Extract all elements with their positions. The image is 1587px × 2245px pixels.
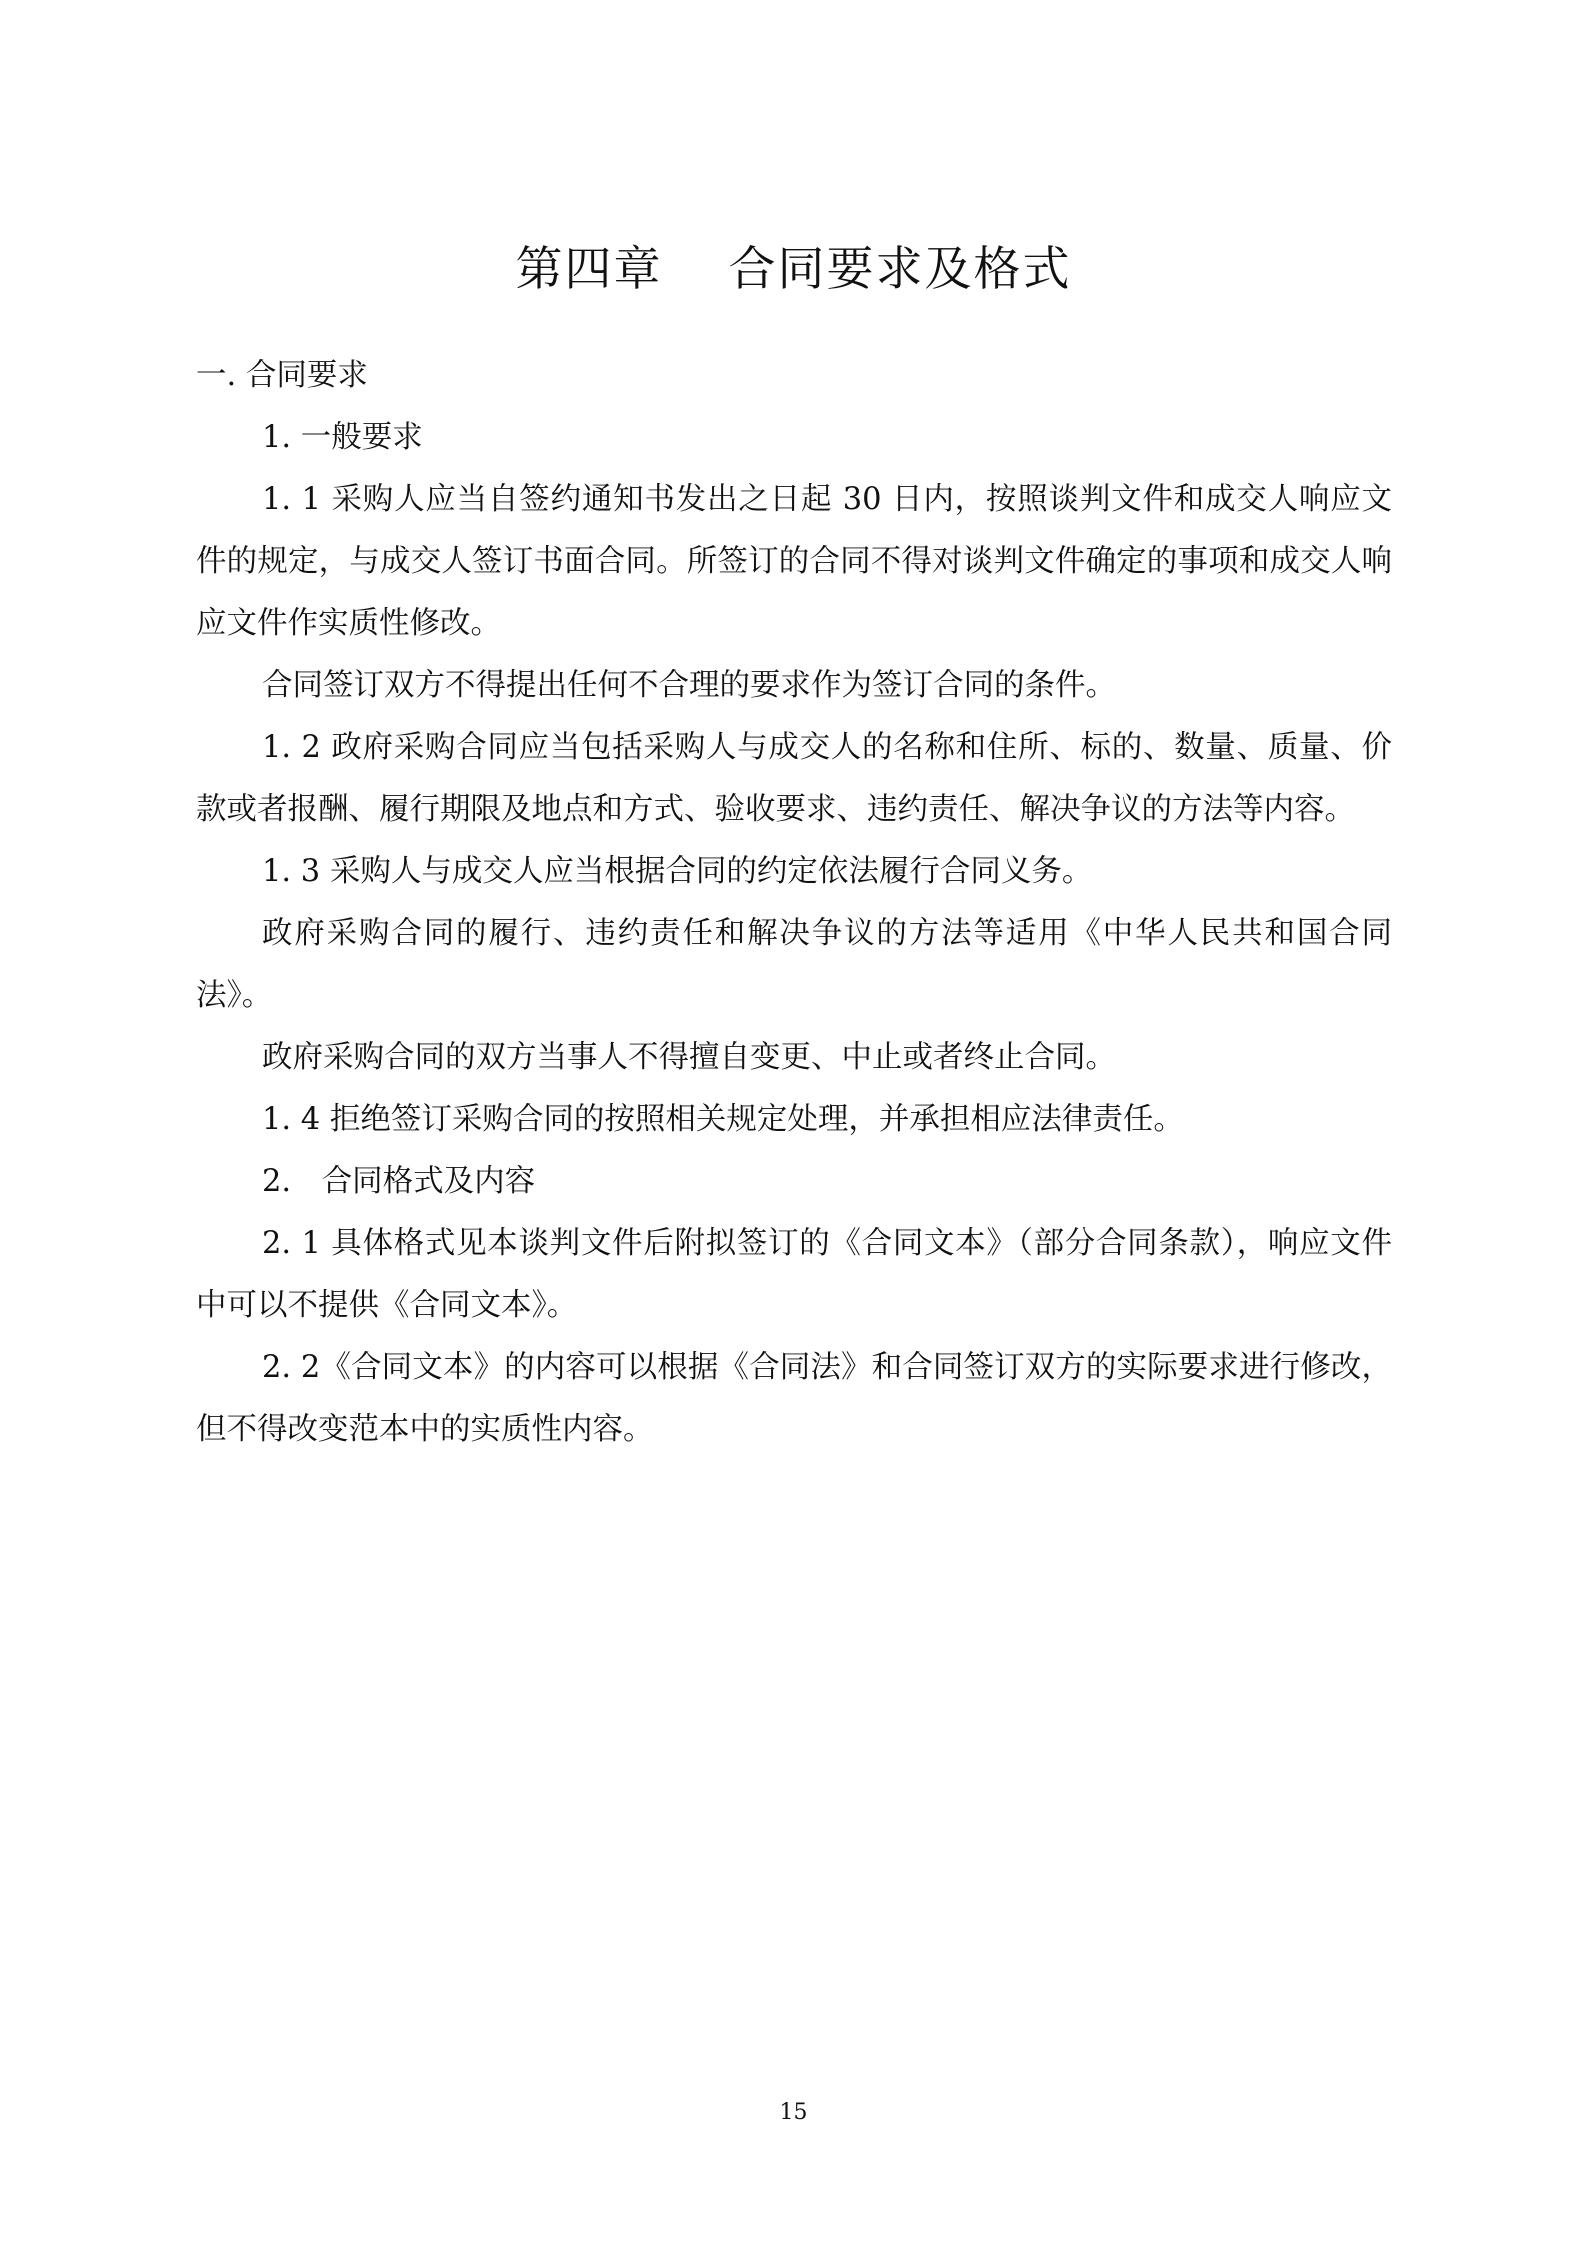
- subsection-heading: 1. 一般要求: [262, 420, 423, 455]
- clause-paragraph: 2. 1 具体格式见本谈判文件后附拟签订的《合同文本》（部分合同条款），响应文件中可以不提供《合同文本》。: [196, 1226, 1392, 1323]
- clause-paragraph: 合同签订双方不得提出任何不合理的要求作为签订合同的条件。: [262, 668, 1116, 703]
- chapter-title: 第四章 合同要求及格式: [515, 242, 1072, 297]
- clause-paragraph: 2. 2《合同文本》的内容可以根据《合同法》和合同签订双方的实际要求进行修改，但不得改变范本中的实质性内容。: [196, 1350, 1392, 1447]
- document-body: [196, 345, 1392, 1461]
- clause-paragraph: 1. 4 拒绝签订采购合同的按照相关规定处理，并承担相应法律责任。: [262, 1102, 1184, 1137]
- clause-paragraph: 政府采购合同的双方当事人不得擅自变更、中止或者终止合同。: [262, 1040, 1116, 1075]
- page-number: 15: [779, 2100, 808, 2125]
- clause-paragraph: 政府采购合同的履行、违约责任和解决争议的方法等适用《中华人民共和国合同法》。: [196, 916, 1392, 1013]
- clause-paragraph: 1. 1 采购人应当自签约通知书发出之日起 30 日内，按照谈判文件和成交人响应文件的规定，与成交人签订书面合同。所签订的合同不得对谈判文件确定的事项和成交人响应文件作实质性修改。: [196, 482, 1392, 641]
- clause-paragraph: 1. 3 采购人与成交人应当根据合同的约定依法履行合同义务。: [262, 854, 1093, 889]
- subsection-heading: 2. 合同格式及内容: [262, 1164, 536, 1199]
- clause-paragraph: 1. 2 政府采购合同应当包括采购人与成交人的名称和住所、标的、数量、质量、价款或者报酬、履行期限及地点和方式、验收要求、违约责任、解决争议的方法等内容。: [196, 730, 1392, 827]
- section-heading: 一. 合同要求: [196, 358, 368, 393]
